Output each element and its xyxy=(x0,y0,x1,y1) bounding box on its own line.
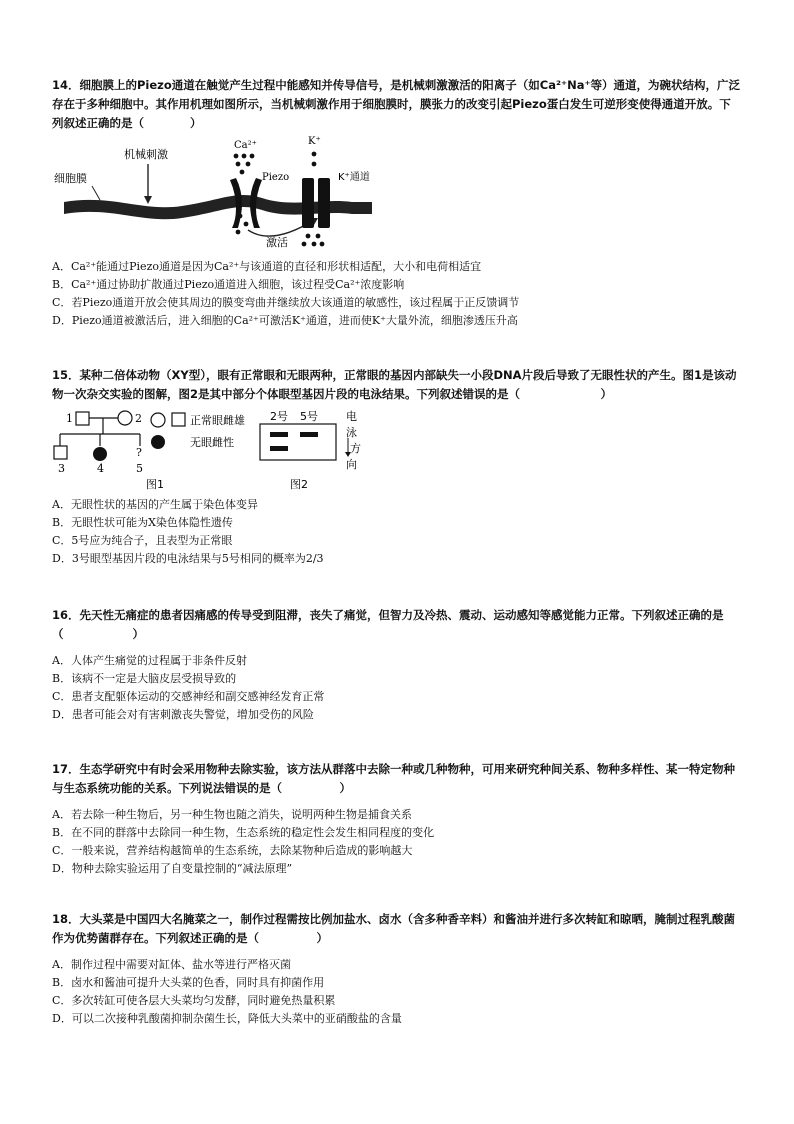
q18-option-b: B．卤水和酱油可提升大头菜的色香，同时具有抑菌作用 xyxy=(52,976,325,989)
question-16-stem: 16．先天性无痛症的患者因痛感的传导受到阻滞，丧失了痛觉，但智力及冷热、震动、运动感知等感觉能力正常。下列叙述正确的是（ ） xyxy=(52,608,724,641)
question-17 xyxy=(52,760,742,878)
question-14-stem: 14．细胞膜上的Piezo通道在触觉产生过程中能感知并传导信号，是机械刺激激活的阳离子（如Ca²⁺Na⁺等）通道，为碗状结构，广泛存在于多种细胞中。其作用机理如图所示，当机械刺激作用于细胞膜时，膜张力的改变引起Piezo蛋白发生可逆形变使得通道开放。下列叙述正确的是（ ） xyxy=(52,78,741,130)
q17-option-a: A．若去除一种生物后，另一种生物也随之消失，说明两种生物是捕食关系 xyxy=(52,808,412,821)
pedigree-label-2: 2 xyxy=(135,412,142,425)
question-18 xyxy=(52,910,742,1028)
question-14 xyxy=(52,76,742,133)
q16-option-d: D．患者可能会对有害刺激丧失警觉，增加受伤的风险 xyxy=(52,708,314,721)
q15-option-a: A．无眼性状的基因的产生属于染色体变异 xyxy=(52,498,258,511)
q18-option-a: A．制作过程中需要对缸体、盐水等进行严格灭菌 xyxy=(52,958,291,971)
q18-option-d: D．可以二次接种乳酸菌抑制杂菌生长，降低大头菜中的亚硝酸盐的含量 xyxy=(52,1012,402,1025)
q15-option-c: C．5号应为纯合子，且表型为正常眼 xyxy=(52,534,233,547)
band-lane2-upper xyxy=(270,432,288,437)
pedigree-label-3: 3 xyxy=(58,462,65,475)
pedigree-unknown: ? xyxy=(136,446,142,459)
q17-option-c: C．一般来说，营养结构越简单的生态系统，去除某物种后造成的影响越大 xyxy=(52,844,413,857)
q16-option-c: C．患者支配躯体运动的交感神经和副交感神经发育正常 xyxy=(52,690,325,703)
ca-label: Ca²⁺ xyxy=(234,140,257,151)
stimulus-label: 机械刺激 xyxy=(124,148,168,161)
lane-2-label: 2号 xyxy=(270,410,288,423)
k-channel xyxy=(302,178,314,228)
figure-1-pedigree xyxy=(52,408,272,492)
q14-option-b: B．Ca²⁺通过协助扩散通过Piezo通道进入细胞，该过程受Ca²⁺浓度影响 xyxy=(52,278,405,291)
band-lane5-upper xyxy=(300,432,318,437)
gel xyxy=(260,424,336,460)
legend-eyeless-circle xyxy=(151,435,165,449)
individual-3-male xyxy=(54,446,67,459)
q14-option-c: C．若Piezo通道开放会使其周边的膜变弯曲并继续放大该通道的敏感性，该过程属于正反馈调节 xyxy=(52,296,520,309)
question-15 xyxy=(52,366,742,404)
q14-option-a: A．Ca²⁺能通过Piezo通道是因为Ca²⁺与该通道的直径和形状相适配，大小和电荷相适宜 xyxy=(52,260,482,273)
lane-5-label: 5号 xyxy=(300,410,318,423)
legend-normal-label: 正常眼雌雄 xyxy=(190,414,245,427)
question-15-stem: 15．某种二倍体动物（XY型），眼有正常眼和无眼两种，正常眼的基因内部缺失一小段DNA片段后导致了无眼性状的产生。图1是该动物一次杂交实验的图解，图2是其中部分个体眼型基因片段的电泳结果。下列叙述错误的是（ ） xyxy=(52,368,737,401)
figure-2-electrophoresis xyxy=(256,408,376,492)
q17-option-d: D．物种去除实验运用了自变量控制的“减法原理” xyxy=(52,862,293,875)
individual-4-female-eyeless xyxy=(93,447,107,461)
figure-1-caption: 图1 xyxy=(146,478,164,491)
legend-normal-circle xyxy=(151,413,165,427)
question-16 xyxy=(52,606,742,724)
question-18-stem: 18．大头菜是中国四大名腌菜之一，制作过程需按比例加盐水、卤水（含多种香辛料）和酱油并进行多次转缸和晾晒，腌制过程乳酸菌作为优势菌群存在。下列叙述正确的是（ ） xyxy=(52,912,735,945)
individual-1-male xyxy=(76,412,89,425)
pedigree-label-5: 5 xyxy=(136,462,143,475)
legend-normal-square xyxy=(172,413,185,426)
individual-2-female xyxy=(118,411,132,425)
band-lane2-lower xyxy=(270,446,288,451)
q16-option-b: B．该病不一定是大脑皮层受损导致的 xyxy=(52,672,237,685)
q18-option-c: C．多次转缸可使各层大头菜均匀发酵，同时避免热量积累 xyxy=(52,994,336,1007)
q16-option-a: A．人体产生痛觉的过程属于非条件反射 xyxy=(52,654,247,667)
k-label: K⁺ xyxy=(308,136,321,147)
question-15-options xyxy=(52,496,742,568)
k-ions-outside xyxy=(312,152,317,167)
pedigree-label-1: 1 xyxy=(66,412,73,425)
piezo-label: Piezo xyxy=(262,172,290,183)
q17-option-b: B．在不同的群落中去除同一种生物，生态系统的稳定性会发生相同程度的变化 xyxy=(52,826,435,839)
question-17-stem: 17．生态学研究中有时会采用物种去除实验，该方法从群落中去除一种或几种物种，可用来研究种间关系、物种多样性、某一特定物种与生态系统功能的关系。下列说法错误的是（ ） xyxy=(52,762,735,795)
legend-eyeless-label: 无眼雌性 xyxy=(190,436,234,449)
figure-piezo-mechanism xyxy=(52,134,412,252)
k-ions-inside xyxy=(302,234,325,247)
activate-label: 激活 xyxy=(266,236,288,249)
figure-2-caption: 图2 xyxy=(290,478,308,491)
q14-option-d: D．Piezo通道被激活后，进入细胞的Ca²⁺可激活K⁺通道，进而使K⁺大量外流，细胞渗透压升高 xyxy=(52,314,518,327)
q15-option-d: D．3号眼型基因片段的电泳结果与5号相同的概率为2/3 xyxy=(52,552,324,565)
kchannel-label: K⁺通道 xyxy=(338,172,370,183)
membrane-label: 细胞膜 xyxy=(54,172,87,185)
direction-label: 电泳方向 xyxy=(346,410,361,471)
q15-option-b: B．无眼性状可能为X染色体隐性遗传 xyxy=(52,516,233,529)
ca-ions-outside xyxy=(234,154,255,175)
pedigree-label-4: 4 xyxy=(97,462,104,475)
question-14-options xyxy=(52,258,742,330)
